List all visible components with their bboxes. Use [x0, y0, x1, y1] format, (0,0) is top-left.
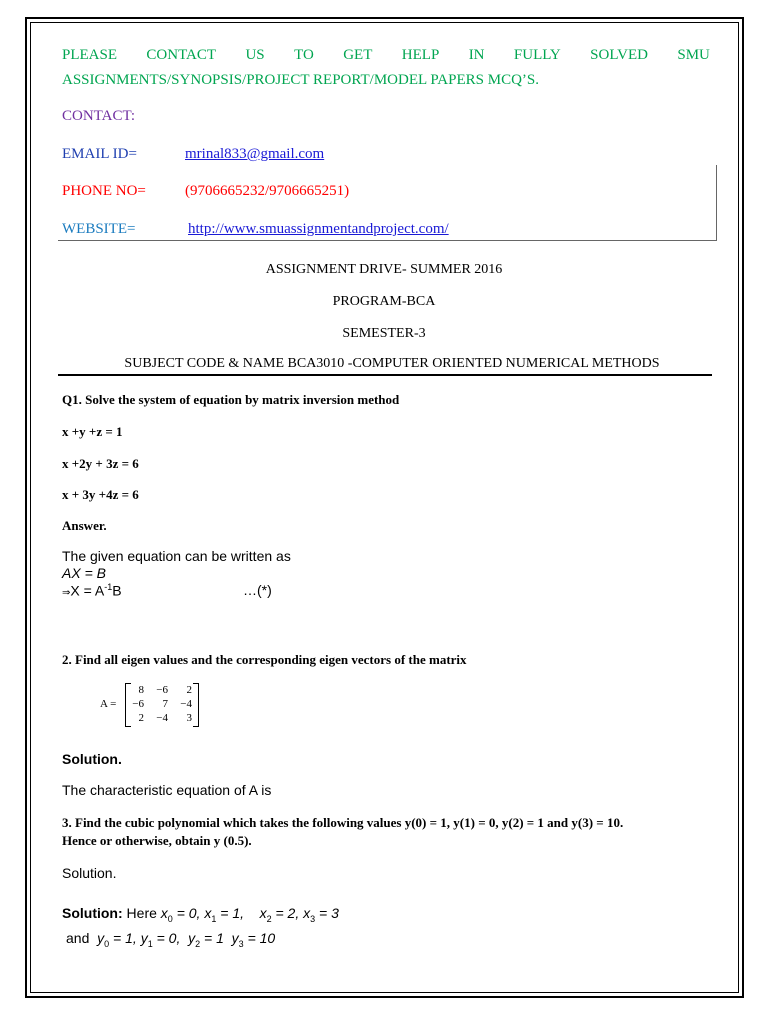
website-link[interactable]: http://www.smuassignmentandproject.com/ [188, 221, 449, 237]
email-label: EMAIL ID= [62, 146, 137, 162]
matrix-cell: −6 [156, 684, 168, 696]
q3-here: Here [126, 905, 157, 921]
x-var: x [303, 905, 311, 921]
y-val: = 0, [152, 930, 181, 946]
matrix-right-bracket [193, 683, 199, 727]
q3-and: and [66, 930, 90, 946]
promo-word: CONTACT [146, 47, 217, 63]
x-sub: 0 [167, 913, 173, 924]
promo-line-2: ASSIGNMENTS/SYNOPSIS/PROJECT REPORT/MODEL PAPERS MCQ’S. [62, 72, 539, 88]
contact-box-bottom [58, 240, 717, 241]
y-var: y [231, 930, 239, 946]
q1-x-exponent: -1 [104, 582, 113, 592]
q1-given-text: The given equation can be written as [62, 548, 291, 564]
y-val: = 1, [109, 930, 137, 946]
q1-equation-1: x +y +z = 1 [62, 424, 123, 439]
q3-solution-plain: Solution. [62, 865, 117, 881]
subject-underline [58, 374, 712, 376]
matrix-cell: 7 [162, 698, 168, 710]
promo-word: SMU [677, 47, 710, 63]
x-sub: 3 [310, 913, 316, 924]
x-var: x [160, 905, 168, 921]
x-val: = 0, [172, 905, 201, 921]
y-val: = 10 [243, 930, 276, 946]
website-label: WEBSITE= [62, 221, 136, 237]
matrix-cell: −4 [156, 712, 168, 724]
promo-line-1 [62, 47, 710, 64]
promo-word: IN [468, 47, 485, 63]
promo-word: PLEASE [62, 47, 118, 63]
x-var: x [259, 905, 267, 921]
matrix-cell: −4 [180, 698, 192, 710]
q1-x-eq-text: X = A [70, 582, 105, 599]
q1-x-equation [62, 582, 122, 599]
y-sub: 1 [147, 938, 153, 949]
q1-equation-2: x +2y + 3z = 6 [62, 456, 139, 471]
matrix-label: A = [100, 698, 117, 710]
promo-word: GET [343, 47, 373, 63]
contact-label: CONTACT: [62, 108, 136, 124]
promo-word: US [245, 47, 265, 63]
q1-ref-star: …(*) [243, 582, 272, 598]
x-sub: 2 [266, 913, 272, 924]
email-link[interactable]: mrinal833@gmail.com [185, 146, 325, 162]
subject-title: SUBJECT CODE & NAME BCA3010 -COMPUTER ORIENTED NUMERICAL METHODS [124, 356, 660, 371]
implies-arrow: ⇒ [62, 587, 71, 599]
promo-word: TO [294, 47, 314, 63]
matrix-cell: 2 [138, 712, 144, 724]
program-title: PROGRAM-BCA [332, 294, 436, 309]
phone-value: (9706665232/9706665251) [185, 183, 350, 199]
x-val: = 2, [271, 905, 300, 921]
semester-title: SEMESTER-3 [342, 326, 426, 341]
matrix-cell: −6 [132, 698, 144, 710]
q3-question-line-2: Hence or otherwise, obtain y (0.5). [62, 833, 252, 848]
q1-question: Q1. Solve the system of equation by matrix inversion method [62, 392, 400, 407]
q3-solution-label: Solution: [62, 905, 123, 921]
q2-solution-label: Solution. [62, 751, 122, 767]
x-sub: 1 [211, 913, 217, 924]
x-val: = 1, [216, 905, 244, 921]
q1-equation-3: x + 3y +4z = 6 [62, 487, 139, 502]
q2-question: 2. Find all eigen values and the corresponding eigen vectors of the matrix [62, 652, 467, 667]
phone-label: PHONE NO= [62, 183, 146, 199]
q3-y-values-line [66, 930, 275, 949]
x-val: = 3 [315, 905, 339, 921]
assignment-drive-title: ASSIGNMENT DRIVE- SUMMER 2016 [265, 262, 503, 277]
y-var: y [188, 930, 196, 946]
x-var: x [204, 905, 212, 921]
matrix-cell: 2 [186, 684, 192, 696]
contact-box-border [716, 165, 717, 240]
y-sub: 3 [238, 938, 244, 949]
promo-word: SOLVED [590, 47, 648, 63]
q3-x-values-line [62, 905, 339, 924]
matrix-cell: 8 [138, 684, 144, 696]
y-sub: 0 [104, 938, 110, 949]
y-val: = 1 [200, 930, 224, 946]
matrix-cell: 3 [186, 712, 192, 724]
q1-x-b: B [112, 582, 122, 599]
y-var: y [140, 930, 148, 946]
q3-question-line-1: 3. Find the cubic polynomial which takes the following values y(0) = 1, y(1) = 0, y(2) = 1 and y(3) = 10. [62, 815, 624, 830]
promo-word: HELP [401, 47, 440, 63]
y-var: y [97, 930, 105, 946]
promo-word: FULLY [513, 47, 561, 63]
y-sub: 2 [195, 938, 201, 949]
q1-ax-eq-b: AX = B [62, 565, 106, 581]
q1-answer-label: Answer. [62, 518, 107, 533]
q2-char-eq-text: The characteristic equation of A is [62, 782, 272, 798]
